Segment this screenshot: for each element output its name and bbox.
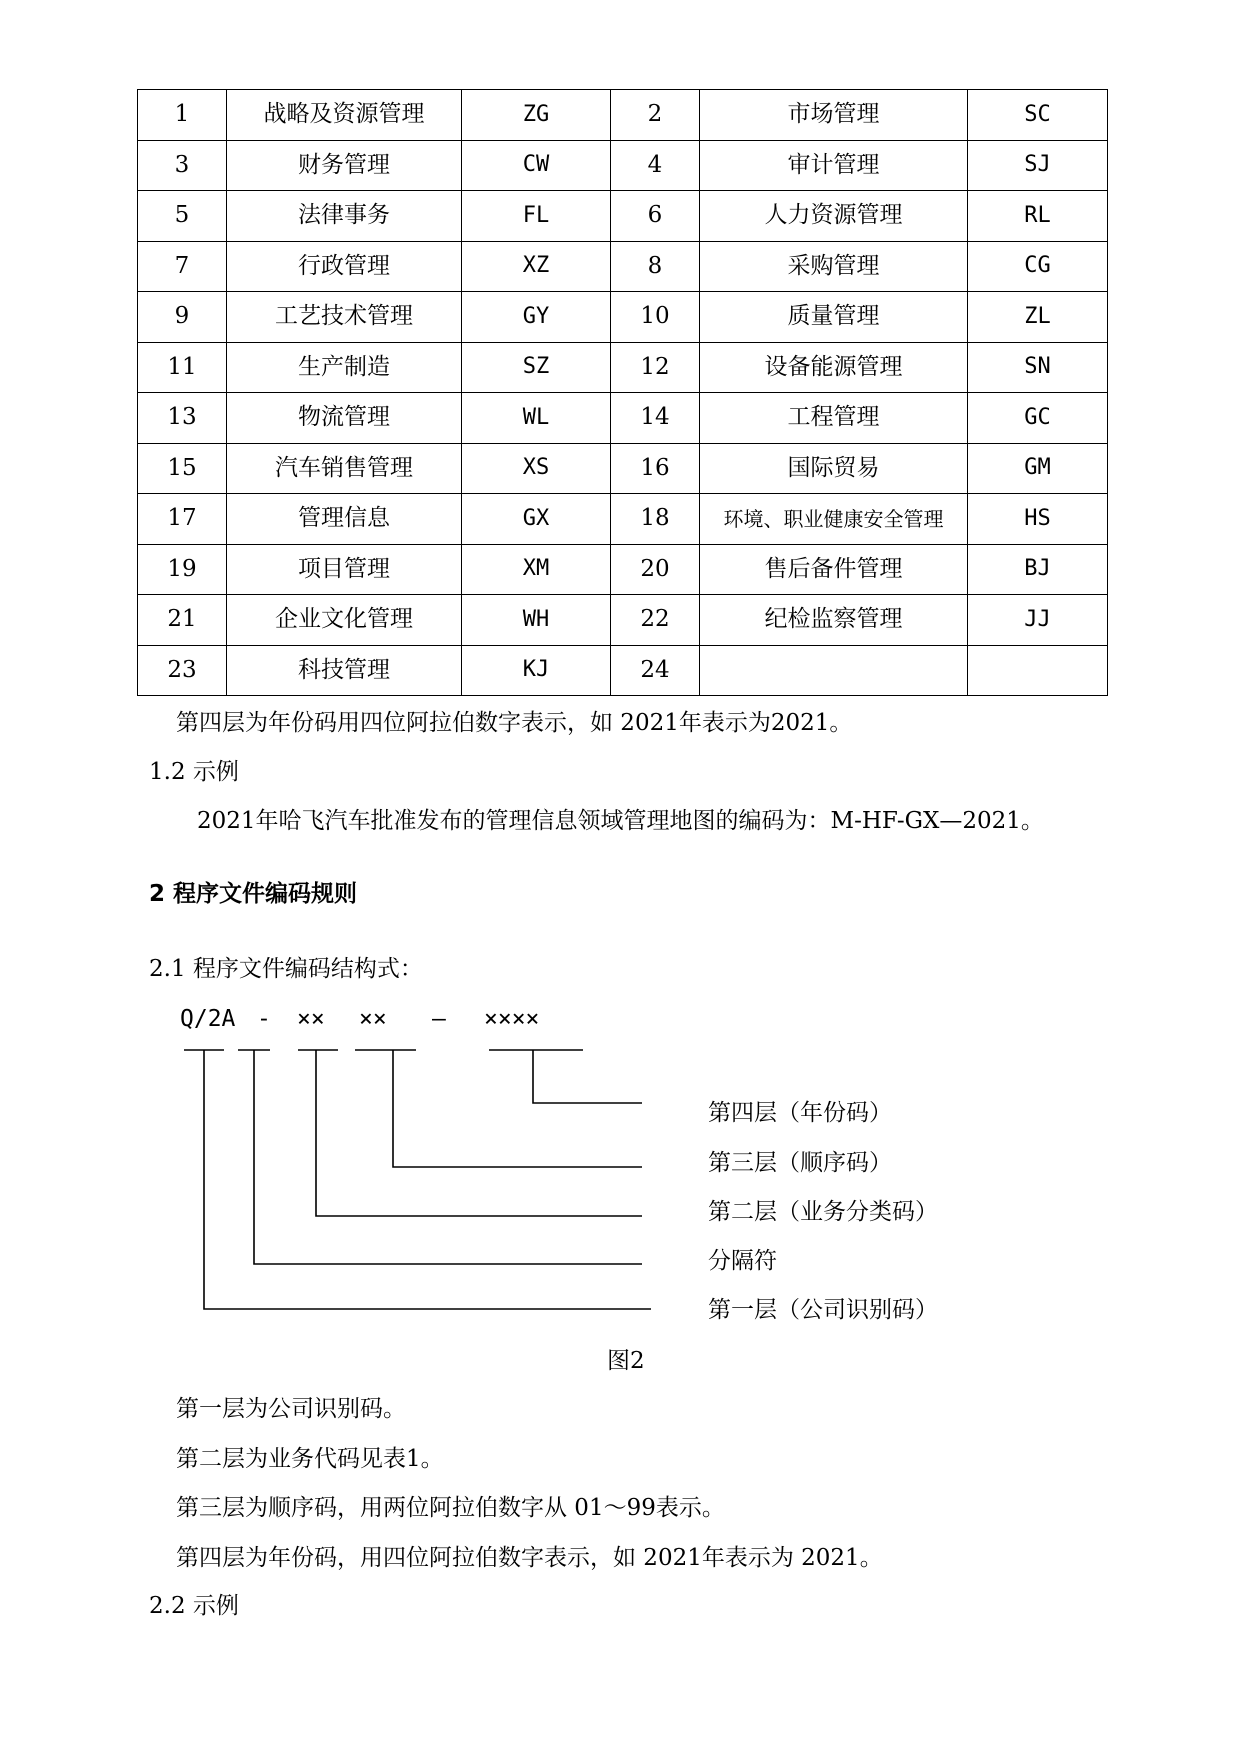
section-2-2-heading: 2.2 示例 xyxy=(149,1593,239,1619)
layer4-year-note: 第四层为年份码用四位阿拉伯数字表示，如 2021年表示为2021。 xyxy=(176,710,853,736)
layer2-description: 第二层为业务代码见表1。 xyxy=(176,1446,444,1472)
business-name-cell: 环境、职业健康安全管理 xyxy=(700,494,968,545)
serial-number-cell: 1 xyxy=(138,90,227,141)
business-code-cell: CG xyxy=(968,241,1108,292)
layer4-description: 第四层为年份码，用四位阿拉伯数字表示，如 2021年表示为 2021。 xyxy=(176,1545,883,1571)
business-code-cell: XM xyxy=(462,544,611,595)
business-code-cell: ZL xyxy=(968,292,1108,343)
serial-number-cell: 6 xyxy=(611,191,700,242)
serial-number-cell: 5 xyxy=(138,191,227,242)
serial-number-cell: 19 xyxy=(138,544,227,595)
label-layer3: 第三层（顺序码） xyxy=(708,1150,892,1176)
business-code-cell: XS xyxy=(462,443,611,494)
business-name-cell: 市场管理 xyxy=(700,90,968,141)
serial-number-cell: 16 xyxy=(611,443,700,494)
business-name-cell: 设备能源管理 xyxy=(700,342,968,393)
business-code-cell: CW xyxy=(462,140,611,191)
business-name-cell: 审计管理 xyxy=(700,140,968,191)
business-code-cell: SZ xyxy=(462,342,611,393)
business-name-cell: 人力资源管理 xyxy=(700,191,968,242)
label-layer4: 第四层（年份码） xyxy=(708,1100,892,1126)
serial-number-cell: 21 xyxy=(138,595,227,646)
business-name-cell: 汽车销售管理 xyxy=(227,443,462,494)
label-layer2: 第二层（业务分类码） xyxy=(708,1199,938,1225)
serial-number-cell: 2 xyxy=(611,90,700,141)
serial-number-cell: 8 xyxy=(611,241,700,292)
serial-number-cell: 11 xyxy=(138,342,227,393)
business-code-cell: SN xyxy=(968,342,1108,393)
serial-number-cell: 23 xyxy=(138,645,227,696)
business-code-cell: FL xyxy=(462,191,611,242)
business-name-cell: 项目管理 xyxy=(227,544,462,595)
code-year: ×××× xyxy=(484,1006,540,1032)
code-company: Q/2A xyxy=(180,1006,236,1032)
business-code-cell: GC xyxy=(968,393,1108,444)
serial-number-cell: 9 xyxy=(138,292,227,343)
label-separator: 分隔符 xyxy=(708,1248,777,1274)
label-layer1: 第一层（公司识别码） xyxy=(708,1297,938,1323)
section-1-2-heading: 1.2 示例 xyxy=(149,759,239,785)
serial-number-cell: 12 xyxy=(611,342,700,393)
serial-number-cell: 22 xyxy=(611,595,700,646)
serial-number-cell: 24 xyxy=(611,645,700,696)
business-name-cell: 纪检监察管理 xyxy=(700,595,968,646)
business-code-cell: JJ xyxy=(968,595,1108,646)
business-code-cell: HS xyxy=(968,494,1108,545)
business-code-cell: BJ xyxy=(968,544,1108,595)
serial-number-cell: 14 xyxy=(611,393,700,444)
business-name-cell: 行政管理 xyxy=(227,241,462,292)
serial-number-cell: 18 xyxy=(611,494,700,545)
business-code-cell: XZ xyxy=(462,241,611,292)
business-code-cell: WL xyxy=(462,393,611,444)
business-name-cell: 企业文化管理 xyxy=(227,595,462,646)
business-name-cell: 采购管理 xyxy=(700,241,968,292)
serial-number-cell: 10 xyxy=(611,292,700,343)
business-code-cell: ZG xyxy=(462,90,611,141)
business-name-cell: 质量管理 xyxy=(700,292,968,343)
business-name-cell: 科技管理 xyxy=(227,645,462,696)
business-code-cell: GM xyxy=(968,443,1108,494)
code-business: ×× xyxy=(297,1006,325,1032)
section-2-heading: 2 程序文件编码规则 xyxy=(149,881,358,907)
business-code-cell: RL xyxy=(968,191,1108,242)
business-name-cell: 物流管理 xyxy=(227,393,462,444)
business-code-cell: GX xyxy=(462,494,611,545)
business-code-cell: KJ xyxy=(462,645,611,696)
layer3-description: 第三层为顺序码，用两位阿拉伯数字从 01～99表示。 xyxy=(176,1495,725,1521)
figure-caption: 图2 xyxy=(607,1348,645,1374)
serial-number-cell: 15 xyxy=(138,443,227,494)
example-1-text: 2021年哈飞汽车批准发布的管理信息领域管理地图的编码为：M-HF-GX—2021。 xyxy=(197,808,1044,834)
serial-number-cell: 4 xyxy=(611,140,700,191)
serial-number-cell: 7 xyxy=(138,241,227,292)
section-2-1-heading: 2.1 程序文件编码结构式： xyxy=(149,956,423,982)
diagram-connector-lines xyxy=(184,1050,651,1309)
code-sequence: ×× xyxy=(359,1006,387,1032)
serial-number-cell: 17 xyxy=(138,494,227,545)
serial-number-cell: 20 xyxy=(611,544,700,595)
business-name-cell: 工程管理 xyxy=(700,393,968,444)
code-separator: - xyxy=(257,1006,271,1032)
business-name-cell: 工艺技术管理 xyxy=(227,292,462,343)
business-name-cell: 国际贸易 xyxy=(700,443,968,494)
business-name-cell: 售后备件管理 xyxy=(700,544,968,595)
business-code-cell: SJ xyxy=(968,140,1108,191)
business-name-cell: 管理信息 xyxy=(227,494,462,545)
serial-number-cell: 13 xyxy=(138,393,227,444)
business-name-cell: 法律事务 xyxy=(227,191,462,242)
business-code-cell: SC xyxy=(968,90,1108,141)
serial-number-cell: 3 xyxy=(138,140,227,191)
code-dash: — xyxy=(432,1006,446,1032)
business-name-cell: 战略及资源管理 xyxy=(227,90,462,141)
business-name-cell: 生产制造 xyxy=(227,342,462,393)
business-name-cell: 财务管理 xyxy=(227,140,462,191)
business-code-cell: WH xyxy=(462,595,611,646)
layer1-description: 第一层为公司识别码。 xyxy=(176,1396,406,1422)
business-code-cell: GY xyxy=(462,292,611,343)
